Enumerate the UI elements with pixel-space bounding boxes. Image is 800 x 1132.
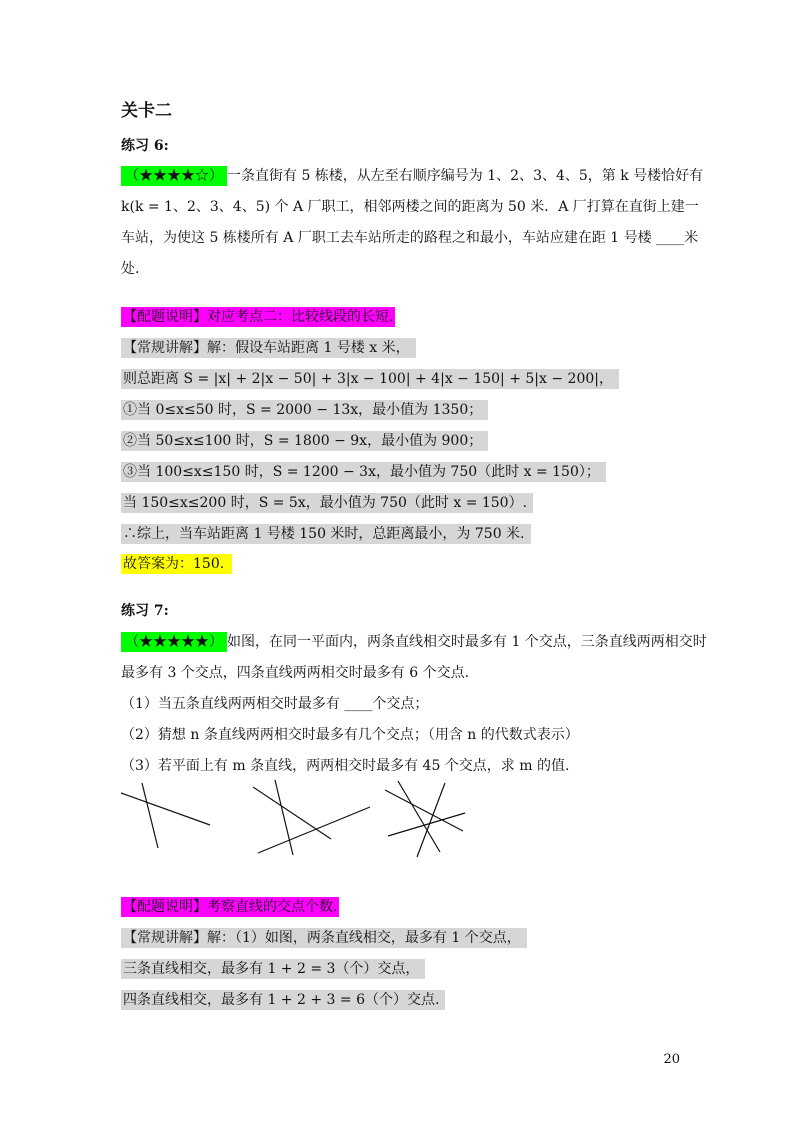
answer-line xyxy=(121,553,232,575)
figure-line xyxy=(253,787,331,839)
note-label: 【配题说明】考察直线的交点个数. xyxy=(123,899,338,915)
figure-line xyxy=(275,780,293,855)
solution-line: 四条直线相交，最多有 1 + 2 + 3 = 6（个）交点. xyxy=(121,989,445,1011)
page-number: 20 xyxy=(663,1052,680,1067)
exercise-7-note xyxy=(121,896,339,918)
question-2: （2）猜想 n 条直线两两相交时最多有几个交点；（用含 n 的代数式表示） xyxy=(121,727,579,743)
question-1: （1）当五条直线两两相交时最多有 ____个交点； xyxy=(121,696,429,712)
difficulty-stars: （★★★★★） xyxy=(121,632,227,652)
solution-line: ②当 50≤x≤100 时，S = 1800 − 9x，最小值为 900； xyxy=(121,430,488,452)
exercise-6-title: 练习 6: xyxy=(121,138,169,154)
section-title: 关卡二 xyxy=(121,101,172,121)
solution-line: 【常规讲解】解：（1）如图，两条直线相交，最多有 1 个交点， xyxy=(121,927,527,949)
solution-line: 【常规讲解】解：假设车站距离 1 号楼 x 米， xyxy=(121,337,416,359)
problem-text: 车站，为使这 5 栋楼所有 A 厂职工去车站所走的路程之和最小，车站应建在距 1 号楼 ____米 xyxy=(121,230,699,246)
problem-text: k(k = 1、2、3、4、5) 个 A 厂职工，相邻两楼之间的距离为 50 米．A 厂打算在直街上建一 xyxy=(121,199,699,215)
exercise-6-line-1 xyxy=(121,165,703,187)
solution-line: ①当 0≤x≤50 时，S = 2000 − 13x，最小值为 1350； xyxy=(121,399,488,421)
exercise-7-title: 练习 7: xyxy=(121,603,169,619)
exercise-6-note xyxy=(121,306,395,328)
figure-line xyxy=(258,807,370,853)
question-3: （3）若平面上有 m 条直线，两两相交时最多有 45 个交点，求 m 的值. xyxy=(121,758,570,774)
solution-line: 三条直线相交，最多有 1 + 2 = 3（个）交点， xyxy=(121,958,425,980)
problem-text: 一条直街有 5 栋楼，从左至右顺序编号为 1、2、3、4、5，第 k 号楼恰好有 xyxy=(227,168,704,184)
figure-line xyxy=(398,781,440,852)
solution-line: ③当 100≤x≤150 时，S = 1200 − 3x，最小值为 750（此时 x = 150）； xyxy=(121,461,606,483)
note-label: 【配题说明】对应考点二：比较线段的长短. xyxy=(123,309,394,325)
answer-text: 故答案为：150. xyxy=(121,554,232,574)
solution-line: 则总距离 S = |x| + 2|x − 50| + 3|x − 100| + 4|x − 150| + 5|x − 200|， xyxy=(121,368,619,390)
figure-line xyxy=(142,783,158,848)
solution-line: ∴综上，当车站距离 1 号楼 150 米时，总距离最小，为 750 米. xyxy=(121,523,531,545)
problem-text: 最多有 3 个交点，四条直线两两相交时最多有 6 个交点. xyxy=(121,665,470,681)
exercise-7-line-1 xyxy=(121,631,707,653)
figure-line xyxy=(121,793,210,825)
solution-line: 当 150≤x≤200 时，S = 5x，最小值为 750（此时 x = 150）. xyxy=(121,492,533,514)
problem-text: 如图，在同一平面内，两条直线相交时最多有 1 个交点，三条直线两两相交时 xyxy=(227,634,707,650)
difficulty-stars: （★★★★☆） xyxy=(121,166,227,186)
intersecting-lines-figure xyxy=(115,775,475,865)
problem-text: 处. xyxy=(121,261,140,277)
